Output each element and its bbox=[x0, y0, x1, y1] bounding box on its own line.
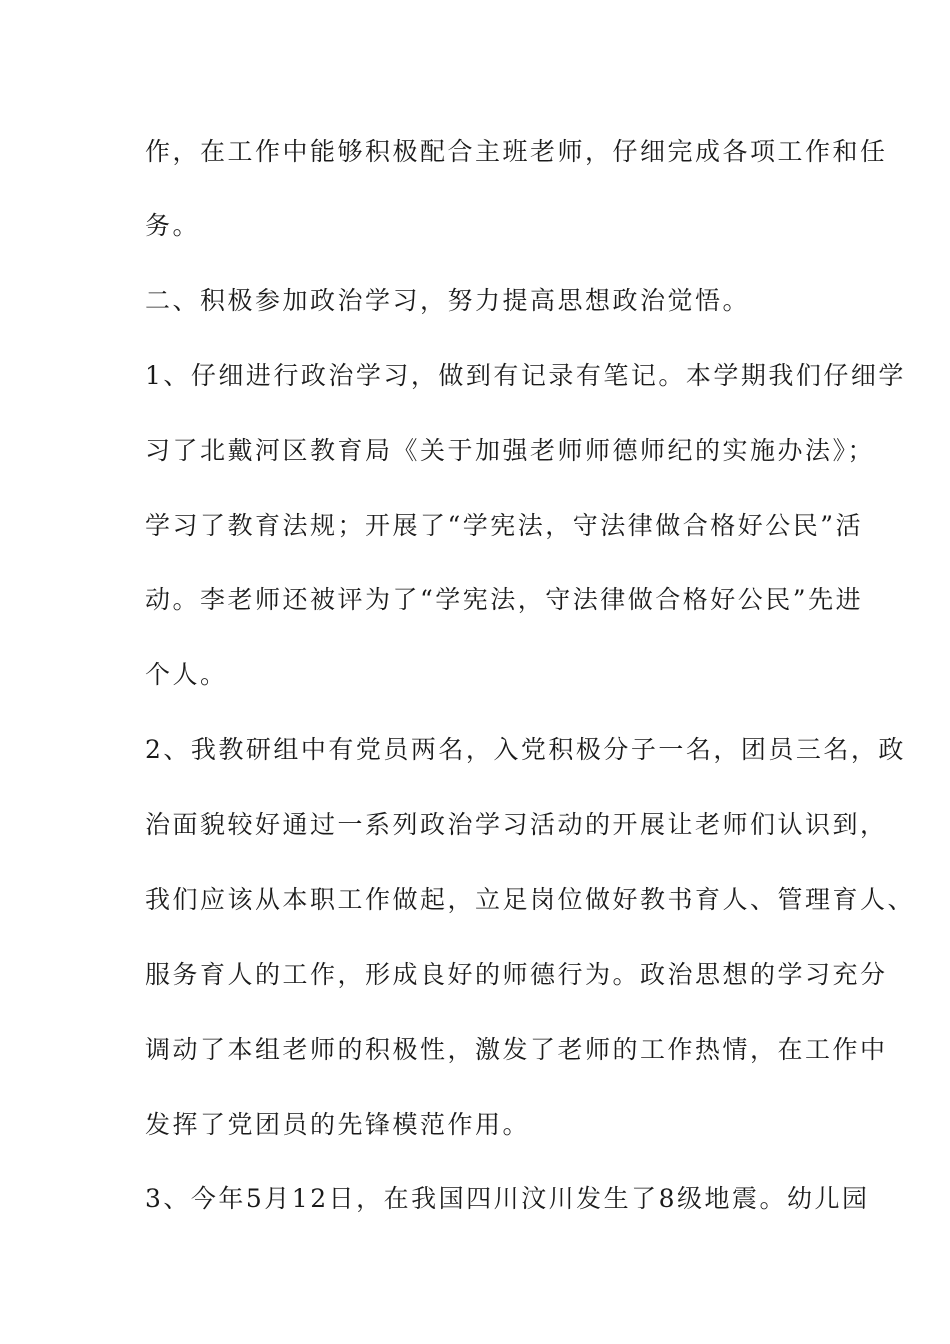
text-line: 1、仔细进行政治学习，做到有记录有笔记。本学期我们仔细学 bbox=[145, 361, 906, 390]
text-line: 发挥了党团员的先锋模范作用。 bbox=[145, 1110, 531, 1139]
text-line: 我们应该从本职工作做起，立足岗位做好教书育人、管理育人、 bbox=[145, 885, 916, 914]
text-line: 3、今年5月12日，在我国四川汶川发生了8级地震。幼儿园 bbox=[145, 1184, 870, 1213]
text-line: 作，在工作中能够积极配合主班老师，仔细完成各项工作和任 bbox=[145, 137, 888, 166]
text-line: 调动了本组老师的积极性，激发了老师的工作热情，在工作中 bbox=[145, 1035, 888, 1064]
text-line: 习了北戴河区教育局《关于加强老师师德师纪的实施办法》； bbox=[145, 436, 876, 465]
text-line: 务。 bbox=[145, 211, 201, 240]
text-line: 个人。 bbox=[145, 660, 228, 689]
text-line: 2、我教研组中有党员两名，入党积极分子一名，团员三名，政 bbox=[145, 735, 906, 764]
text-line: 治面貌较好通过一系列政治学习活动的开展让老师们认识到， bbox=[145, 810, 888, 839]
text-line: 服务育人的工作，形成良好的师德行为。政治思想的学习充分 bbox=[145, 960, 888, 989]
section-heading: 二、积极参加政治学习，努力提高思想政治觉悟。 bbox=[145, 286, 751, 315]
text-line: 学习了教育法规；开展了“学宪法，守法律做合格好公民”活 bbox=[145, 511, 864, 540]
text-line: 动。李老师还被评为了“学宪法，守法律做合格好公民”先进 bbox=[145, 585, 864, 614]
